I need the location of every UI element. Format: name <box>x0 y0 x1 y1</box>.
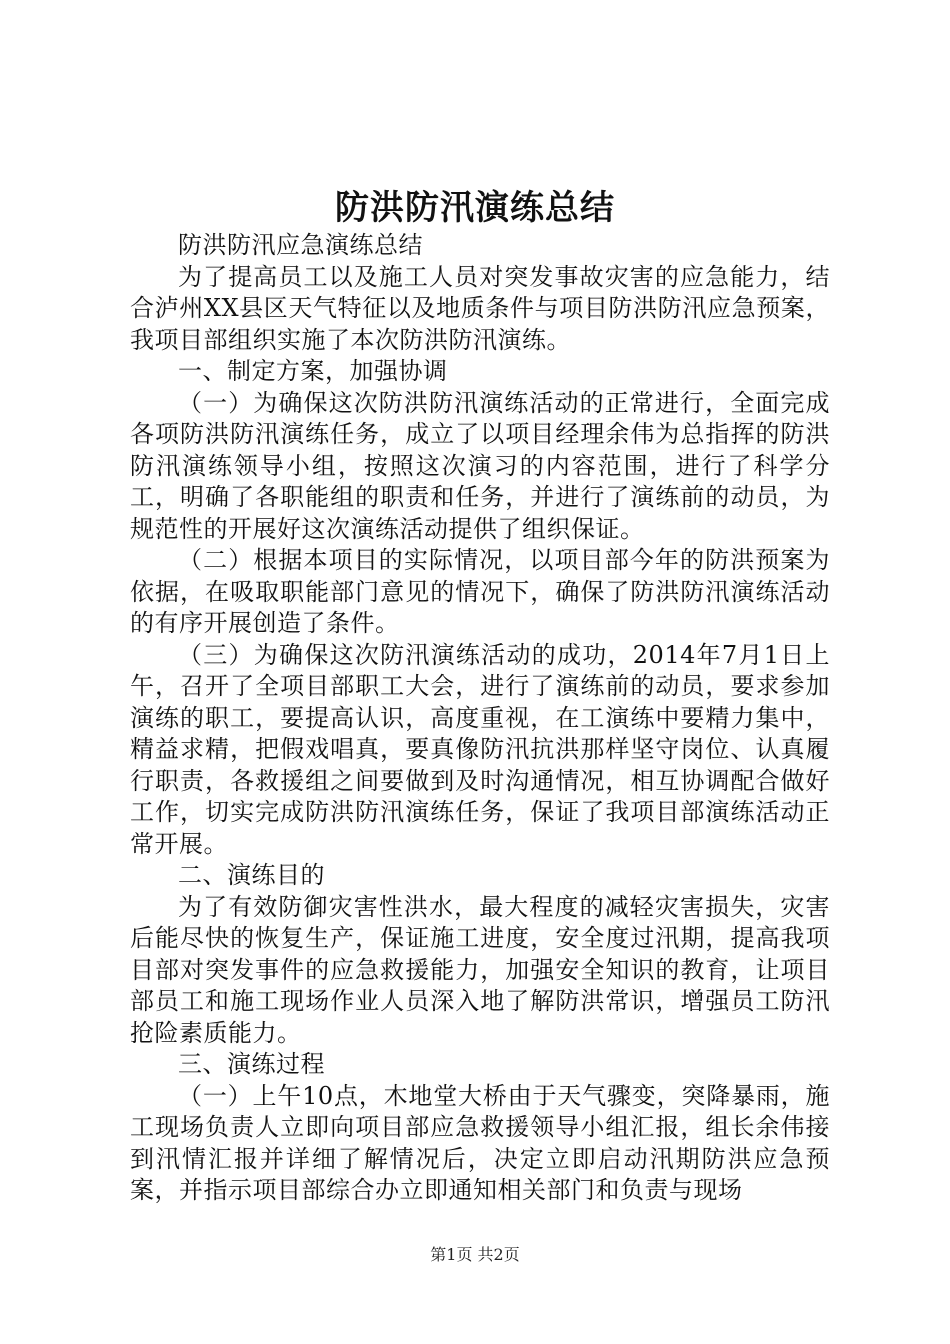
body-paragraph: （三）为确保这次防汛演练活动的成功，2014年7月1日上午，召开了全项目部职工大会，进行了演练前的动员，要求参加演练的职工，要提高认识，高度重视，在工演练中要精力集中，精益求精，把假戏唱真，要真像防汛抗洪那样坚守岗位、认真履行职责，各救援组之间要做到及时沟通情况，相互协调配合做好工作，切实完成防洪防汛演练任务，保证了我项目部演练活动正常开展。 <box>130 640 830 858</box>
section-heading-2: 二、演练目的 <box>178 861 325 889</box>
subtitle-paragraph: 防洪防汛应急演练总结 <box>178 231 423 259</box>
page-footer: 第1页 共2页 <box>430 1245 520 1264</box>
document-body <box>130 230 830 1207</box>
section-heading-1: 一、制定方案，加强协调 <box>178 357 448 385</box>
body-paragraph: （二）根据本项目的实际情况，以项目部今年的防洪预案为依据，在吸取职能部门意见的情况下，确保了防洪防汛演练活动的有序开展创造了条件。 <box>130 546 830 637</box>
intro-paragraph: 为了提高员工以及施工人员对突发事故灾害的应急能力，结合泸州XX县区天气特征以及地质条件与项目防洪防汛应急预案，我项目部组织实施了本次防洪防汛演练。 <box>130 262 830 354</box>
body-paragraph: （一）为确保这次防洪防汛演练活动的正常进行，全面完成各项防洪防汛演练任务，成立了以项目经理余伟为总指挥的防洪防汛演练领导小组，按照这次演习的内容范围，进行了科学分工，明确了各职能组的职责和任务，并进行了演练前的动员，为规范性的开展好这次演练活动提供了组织保证。 <box>130 388 830 543</box>
body-paragraph: （一）上午10点，木地堂大桥由于天气骤变，突降暴雨，施工现场负责人立即向项目部应急救援领导小组汇报，组长余伟接到汛情汇报并详细了解情况后，决定立即启动汛期防洪应急预案，并指示项目部综合办立即通知相关部门和负责与现场 <box>130 1081 830 1204</box>
document-title: 防洪防汛演练总结 <box>335 188 615 228</box>
section-heading-3: 三、演练过程 <box>178 1050 325 1078</box>
body-paragraph: 为了有效防御灾害性洪水，最大程度的减轻灾害损失，灾害后能尽快的恢复生产，保证施工进度，安全度过汛期，提高我项目部对突发事件的应急救援能力，加强安全知识的教育，让项目部员工和施工现场作业人员深入地了解防洪常识，增强员工防汛抢险素质能力。 <box>130 892 830 1047</box>
